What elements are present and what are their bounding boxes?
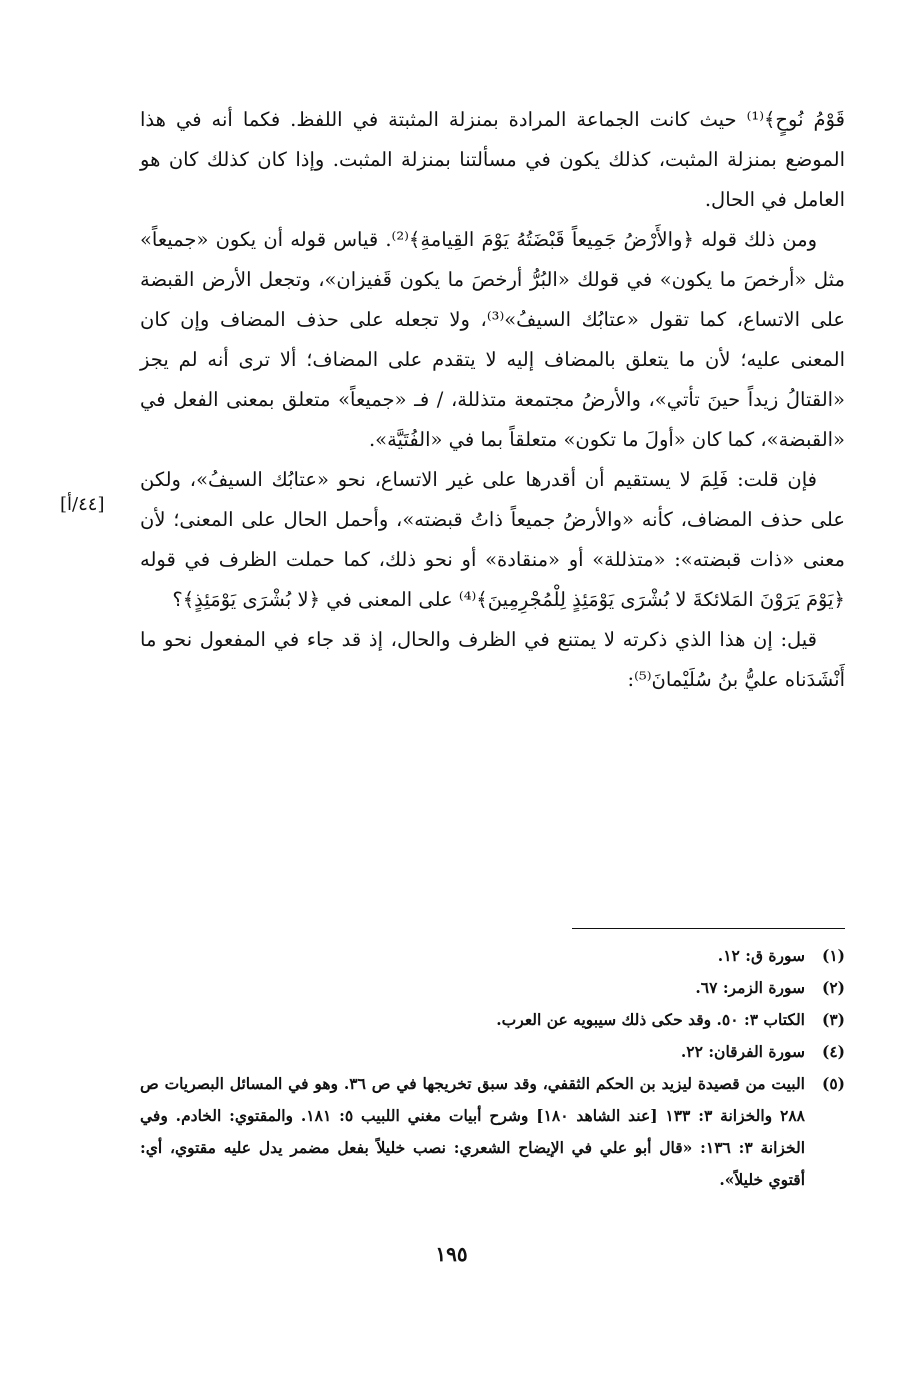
paragraph-3: فإن قلت: فَلِمَ لا يستقيم أن أقدرها على غير الاتساع، نحو «عتابُك السيفُ»، ولكن على حذف المضاف، كأنه «والأرضُ جميعاً ذاتُ قبضته»، وأحمل الحال على المعنى؛ لأن معنى «ذات قبضته»: «متذللة» أو «منقادة» أو نحو ذلك، كما حملت الظرف في قوله ﴿يَوْمَ يَرَوْنَ المَلائكةَ لا بُشْرَى يَوْمَئِذٍ لِلْمُجْرِمِينَ﴾⁽⁴⁾ على المعنى في ﴿لا بُشْرَى يَوْمَئِذٍ﴾؟ bbox=[140, 468, 845, 611]
footnote-number: (٤) bbox=[821, 1042, 845, 1061]
footnote-1 bbox=[140, 940, 845, 972]
footnote-separator bbox=[572, 928, 845, 929]
footnote-5 bbox=[140, 1068, 845, 1196]
footnote-text: سورة ق: ١٢. bbox=[717, 946, 805, 965]
footnote-text: الكتاب ٣: ٥٠. وقد حكى ذلك سيبويه عن العرب. bbox=[496, 1010, 805, 1029]
main-text bbox=[140, 100, 845, 700]
footnote-text: البيت من قصيدة ليزيد بن الحكم الثقفي، وقد سبق تخريجها في ص ٣٦. وهو في المسائل البصريات ص ٢٨٨ والخزانة ٣: ١٣٣ [عند الشاهد ١٨٠] وشرح أبيات مغني اللبيب ٥: ١٨١. والمقتوي: الخادم. وفي الخزانة ٣: ١٣٦: «قال أبو علي في الإيضاح الشعري: نصب خليلاً بفعل مضمر يدل عليه مقتوي، أي: أقتوي خليلاً». bbox=[140, 1074, 806, 1189]
paragraph-4: قيل: إن هذا الذي ذكرته لا يمتنع في الظرف والحال، إذ قد جاء في المفعول نحو ما أَنْشَدَناه عليُّ بنُ سُلَيْمانَ⁽⁵⁾: bbox=[140, 628, 845, 691]
footnote-number: (٣) bbox=[821, 1010, 845, 1029]
footnote-text: سورة الفرقان: ٢٢. bbox=[680, 1042, 805, 1061]
manuscript-folio-marker: [٤٤/أ] bbox=[60, 494, 105, 515]
footnote-2 bbox=[140, 972, 845, 1004]
footnote-3 bbox=[140, 1004, 845, 1036]
footnote-text: سورة الزمر: ٦٧. bbox=[695, 978, 805, 997]
page-number: ١٩٥ bbox=[435, 1242, 468, 1266]
paragraph-1: قَوْمُ نُوحٍ﴾⁽¹⁾ حيث كانت الجماعة المرادة بمنزلة المثبتة في اللفظ. فكما أنه في هذا الموضع بمنزلة المثبت، كذلك يكون في مسألتنا بمنزلة المثبت. وإذا كان كذلك كان هو العامل في الحال. bbox=[140, 108, 845, 211]
footnote-4 bbox=[140, 1036, 845, 1068]
footnote-number: (١) bbox=[821, 946, 845, 965]
footnote-number: (٥) bbox=[821, 1074, 845, 1093]
footnote-number: (٢) bbox=[821, 978, 845, 997]
paragraph-2: ومن ذلك قوله ﴿والأَرْضُ جَمِيعاً قَبْضَتُهُ يَوْمَ القِيامةِ﴾⁽²⁾. قياس قوله أن يكون «جميعاً» مثل «أرخصَ ما يكون» في قولك «البُرُّ أرخصَ ما يكون قَفيزان»، وتجعل الأرض القبضة على الاتساع، كما تقول «عتابُك السيفُ»⁽³⁾، ولا تجعله على حذف المضاف وإن كان المعنى عليه؛ لأن ما يتعلق بالمضاف إليه لا يتقدم على المضاف؛ ألا ترى أنه لم يجز «القتالُ زيداً حينَ تأتي»، والأرضُ مجتمعة متذللة، / فـ «جميعاً» متعلق بمعنى الفعل في «القبضة»، كما كان «أولَ ما تكون» متعلقاً بما في «الفُتَيَّة». bbox=[140, 228, 845, 451]
footnotes bbox=[140, 940, 845, 1196]
